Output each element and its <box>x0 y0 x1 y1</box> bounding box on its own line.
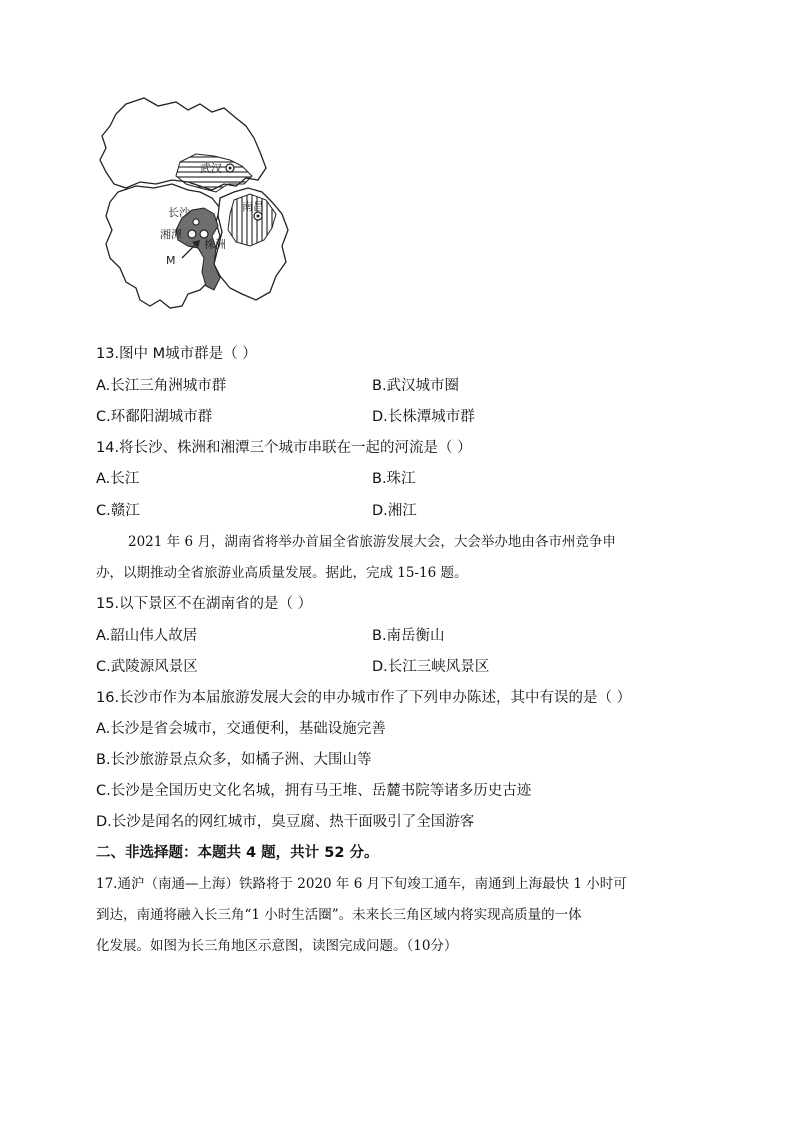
label-wuhan: 武汉 <box>200 162 222 175</box>
wuhan-marker <box>226 164 234 172</box>
q17-line-2: 到达，南通将融入长三角“1 小时生活圈”。未来长三角区域内将实现高质量的一体 <box>96 907 582 923</box>
changsha-marker <box>193 219 199 225</box>
q16-option-c: C.长沙是全国历史文化名城，拥有马王堆、岳麓书院等诸多历史古迹 <box>96 783 532 799</box>
label-changsha: 长沙 <box>168 206 190 219</box>
nanchang-marker <box>254 212 262 220</box>
xiangtan-marker <box>188 230 196 238</box>
q14-option-a: A.长江 <box>96 471 140 487</box>
label-m: M <box>166 254 176 267</box>
label-xiangtan: 湘潭 <box>160 228 182 241</box>
q14-option-d: D.湘江 <box>372 503 417 519</box>
q17-line-3: 化发展。如图为长三角地区示意图，读图完成问题。（10分） <box>96 938 458 954</box>
region-map <box>96 96 296 318</box>
q15-option-d: D.长江三峡风景区 <box>372 659 490 675</box>
label-nanchang: 南昌 <box>242 200 264 213</box>
q13-option-a: A.长江三角洲城市群 <box>96 378 227 394</box>
passage-line-1: 2021 年 6 月，湖南省将举办首届全省旅游发展大会，大会举办地由各市州竞争申 <box>128 534 616 550</box>
q14-stem: 14.将长沙、株洲和湘潭三个城市串联在一起的河流是（ ） <box>96 440 472 456</box>
q13-option-c: C.环鄱阳湖城市群 <box>96 409 213 425</box>
q14-option-b: B.珠江 <box>372 471 416 487</box>
q15-stem: 15.以下景区不在湖南省的是（ ） <box>96 596 313 612</box>
section-2-heading: 二、非选择题：本题共 4 题，共计 52 分。 <box>96 845 379 861</box>
q16-option-d: D.长沙是闻名的网红城市，臭豆腐、热干面吸引了全国游客 <box>96 814 475 830</box>
q17-line-1: 17.通沪（南通—上海）铁路将于 2020 年 6 月下旬竣工通车，南通到上海最快 1 小时可 <box>96 876 627 892</box>
q13-option-b: B.武汉城市圈 <box>372 378 460 394</box>
q15-option-b: B.南岳衡山 <box>372 628 445 644</box>
q13-stem: 13.图中 M城市群是（ ） <box>96 346 257 362</box>
q16-option-a: A.长沙是省会城市，交通便利，基础设施完善 <box>96 721 386 737</box>
passage-line-2: 办，以期推动全省旅游业高质量发展。据此，完成 15-16 题。 <box>96 565 468 581</box>
q16-option-b: B.长沙旅游景点众多，如橘子洲、大围山等 <box>96 752 372 768</box>
q16-stem: 16.长沙市作为本届旅游发展大会的申办城市作了下列申办陈述，其中有误的是（ ） <box>96 690 632 706</box>
q15-option-c: C.武陵源风景区 <box>96 659 198 675</box>
label-zhuzhou: 株洲 <box>204 238 226 251</box>
q15-option-a: A.韶山伟人故居 <box>96 628 198 644</box>
q13-option-d: D.长株潭城市群 <box>372 409 475 425</box>
q14-option-c: C.赣江 <box>96 503 140 519</box>
zhuzhou-marker <box>200 230 208 238</box>
